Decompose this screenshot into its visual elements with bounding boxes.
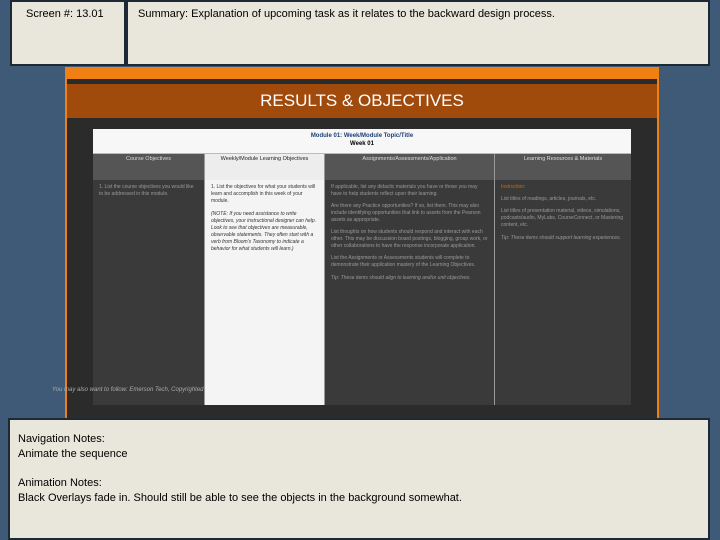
column-body (205, 180, 324, 405)
column-item: Instruction: (501, 184, 526, 190)
column-learning-objectives (205, 154, 325, 405)
document-header (93, 129, 631, 154)
stage-frame (65, 67, 659, 419)
screen-number: Screen #: 13.01 (26, 8, 104, 20)
column-header: Learning Resources & Materials (495, 154, 631, 180)
column-item: 1. List the course objectives you would like to be addressed in this module. (99, 184, 194, 197)
animation-notes-label: Animation Notes: (18, 477, 102, 489)
column-course-objectives (93, 154, 205, 405)
column-body (495, 180, 631, 405)
column-item: If applicable, list any didactic materials you have or those you may have to help students reflect upon their learning. (331, 184, 478, 197)
document-week: Week 01 (350, 141, 374, 147)
column-item: List titles of readings, articles, journals, etc. (501, 196, 597, 202)
module-document (93, 129, 631, 405)
column-tip: Tip: These items should support learning experiences. (501, 235, 622, 241)
objectives-table (93, 154, 631, 405)
navigation-notes-label: Navigation Notes: (18, 433, 105, 445)
column-assignments (325, 154, 495, 405)
document-footer: You may also want to follow: Emerson Tech, Copyrighted (52, 387, 204, 393)
notes-box (8, 418, 710, 540)
column-header: Course Objectives (93, 154, 204, 180)
animation-notes-text: Black Overlays fade in. Should still be able to see the objects in the background somewhat. (18, 492, 462, 504)
column-item: List titles of presentation material, videos, simulations, podcasts/audio, MyLabs, CourseConnect, or Mastering content, etc. (501, 208, 624, 228)
column-item: List thoughts on how students should respond and interact with each other. This may be discussion board postings, blogging, group work, or other collaborations to have the response incorporate application. (331, 229, 488, 249)
stage-inner (67, 79, 657, 419)
column-header: Weekly/Module Learning Objectives (205, 154, 324, 180)
column-body (325, 180, 494, 405)
column-note: (NOTE: If you need assistance to write objectives, your instructional designer can help. Look to see that objectives are measurable, observable statements. They often start with a verb from Bloom's Taxonomy to indicate a behavior for what students will learn.) (211, 211, 317, 252)
navigation-notes-text: Animate the sequence (18, 448, 128, 460)
column-item: List the Assignments or Assessments students will complete to demonstrate their application mastery of the Learning Objectives. (331, 255, 476, 268)
column-resources (495, 154, 631, 405)
screen-number-box (10, 0, 126, 66)
column-tip: Tip: These items should align to learning and/or unit objectives. (331, 275, 471, 281)
document-title: Module 01: Week/Module Topic/Title (310, 133, 414, 139)
summary-box (126, 0, 710, 66)
column-header: Assignments/Assessments/Application (325, 154, 494, 180)
column-body (93, 180, 204, 405)
stage-title: RESULTS & OBJECTIVES (67, 84, 657, 118)
column-item: Are there any Practice opportunities? If so, list them. This may also include identifying opportunities that link to assets from the Pearson assets as appropriate. (331, 203, 481, 223)
column-item: 1. List the objectives for what your students will learn and accomplish in this week of your module. (211, 184, 316, 204)
summary-text: Summary: Explanation of upcoming task as it relates to the backward design process. (138, 8, 555, 20)
